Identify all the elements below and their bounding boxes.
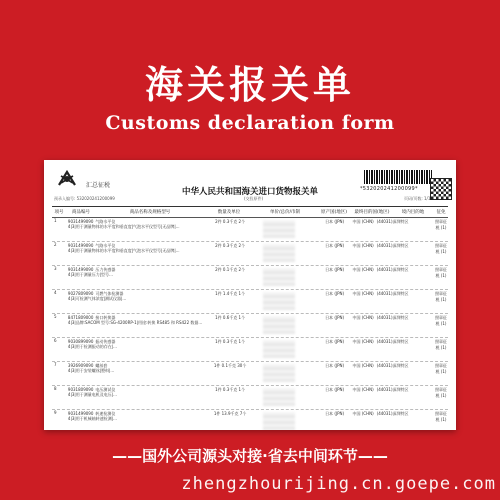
final-destination: 中国 (CHN) bbox=[352, 267, 374, 272]
cell-qty: 1件 0.3千克 1个 bbox=[215, 387, 246, 392]
goods-spec: 4|3|用于测量压力|型号... bbox=[67, 272, 113, 277]
goods-spec: 4|3|用于机械轴转速检测|... bbox=[67, 416, 117, 421]
destination-cell bbox=[352, 242, 434, 265]
cell-qty: 2件 0.1千克 2个 bbox=[215, 267, 246, 272]
footer-slogan: ——国外公司源头对接·省去中间环节—— bbox=[112, 447, 388, 465]
domestic-destination: (44031)深圳特区 bbox=[376, 363, 409, 368]
cell-origin: 日本 (JPN) bbox=[325, 363, 345, 368]
cell-duty: 照章征税 (1) bbox=[435, 339, 447, 350]
goods-name: 压力传感器 bbox=[95, 267, 116, 272]
goods-code: 9030899090 bbox=[67, 339, 94, 344]
redaction-blur bbox=[263, 268, 295, 286]
domestic-destination: (44031)深圳特区 bbox=[376, 315, 409, 320]
cell-no: 3 bbox=[54, 266, 57, 271]
table-row bbox=[52, 218, 448, 242]
table-row bbox=[52, 290, 448, 314]
goods-spec: 4|3|用于检测振动的存在|... bbox=[67, 344, 117, 349]
goods-code: 3926909090 bbox=[67, 363, 94, 368]
cell-origin: 日本 (JPN) bbox=[325, 267, 345, 272]
cell-origin: 日本 (JPN) bbox=[325, 291, 345, 296]
goods-name: 振动传感器 bbox=[95, 339, 116, 344]
cell-no: 5 bbox=[54, 314, 57, 319]
goods-spec: 4|3|用于测量物体的水平度和垂直度|气泡水平仪型号|无品牌|... bbox=[67, 224, 180, 229]
destination-cell bbox=[352, 386, 434, 409]
barcode-number: *532020241200099* bbox=[360, 186, 418, 192]
cell-no: 2 bbox=[54, 242, 57, 247]
final-destination: 中国 (CHN) bbox=[352, 243, 374, 248]
final-destination: 中国 (CHN) bbox=[352, 291, 374, 296]
col-header: 原产国(地区) bbox=[320, 210, 347, 215]
final-destination: 中国 (CHN) bbox=[352, 363, 374, 368]
col-header: 商品名称及规格型号 bbox=[129, 210, 171, 215]
price-cell-redacted bbox=[255, 410, 317, 430]
redaction-blur bbox=[263, 364, 295, 382]
col-header: 征免 bbox=[436, 210, 446, 215]
table-row bbox=[52, 314, 448, 338]
goods-name: 螺丝套 bbox=[95, 363, 108, 368]
redaction-blur bbox=[263, 340, 295, 358]
goods-code: 9031499090 bbox=[67, 243, 94, 248]
goods-description bbox=[68, 314, 205, 337]
goods-description bbox=[68, 242, 205, 265]
col-header: 数量及单位 bbox=[217, 210, 241, 215]
price-cell-redacted bbox=[255, 338, 317, 361]
price-cell-redacted bbox=[255, 386, 317, 409]
cell-duty: 照章征税 (1) bbox=[435, 291, 447, 302]
final-destination: 中国 (CHN) bbox=[352, 339, 374, 344]
domestic-destination: (44031)深圳特区 bbox=[376, 411, 409, 416]
cell-qty: 1件 1.4千克 1个 bbox=[215, 291, 246, 296]
goods-spec: 4|3|用于测量电机及电压|... bbox=[67, 392, 117, 397]
table-row bbox=[52, 410, 448, 430]
cell-no: 9 bbox=[54, 410, 57, 415]
goods-description bbox=[68, 290, 205, 313]
goods-name: 可燃气体检测器 bbox=[95, 291, 124, 296]
redaction-blur bbox=[263, 412, 295, 430]
goods-name: 气路水平仪 bbox=[95, 243, 116, 248]
goods-description bbox=[68, 218, 205, 241]
final-destination: 中国 (CHN) bbox=[352, 219, 374, 224]
col-header: 最终目的国(地区) bbox=[354, 210, 390, 215]
cell-origin: 日本 (JPN) bbox=[325, 315, 345, 320]
declaration-document bbox=[44, 160, 456, 430]
table-row bbox=[52, 362, 448, 386]
price-cell-redacted bbox=[255, 290, 317, 313]
destination-cell bbox=[352, 362, 434, 385]
cell-no: 8 bbox=[54, 386, 57, 391]
col-header: 项号 bbox=[54, 210, 64, 215]
page-title: 海关报关单 bbox=[144, 63, 355, 107]
cell-duty: 照章征税 (1) bbox=[435, 387, 447, 398]
col-header: 商品编号 bbox=[72, 210, 90, 215]
cell-duty: 照章征税 (1) bbox=[435, 243, 447, 254]
table-row bbox=[52, 266, 448, 290]
domestic-destination: (44031)深圳特区 bbox=[376, 387, 409, 392]
goods-description bbox=[68, 338, 205, 361]
cell-origin: 日本 (JPN) bbox=[325, 387, 345, 392]
cell-qty: 2件 0.3千克 2个 bbox=[215, 243, 246, 248]
cell-no: 7 bbox=[54, 362, 57, 367]
goods-name: 电压测试仪 bbox=[95, 387, 116, 392]
final-destination: 中国 (CHN) bbox=[352, 411, 374, 416]
table-row bbox=[52, 386, 448, 410]
redaction-blur bbox=[263, 292, 295, 310]
goods-name: 气路水平仪 bbox=[95, 219, 116, 224]
redaction-blur bbox=[263, 316, 295, 334]
goods-description bbox=[68, 386, 205, 409]
destination-cell bbox=[352, 218, 434, 241]
price-cell-redacted bbox=[255, 266, 317, 289]
meta-mid: (交验原件) bbox=[244, 196, 264, 201]
destination-cell bbox=[352, 290, 434, 313]
redaction-blur bbox=[263, 220, 295, 238]
goods-name: 转速检测仪 bbox=[95, 411, 116, 416]
qr-code bbox=[430, 178, 452, 200]
document-title: 中华人民共和国海关进口货物报关单 bbox=[181, 187, 318, 197]
goods-code: 8471809000 bbox=[67, 315, 94, 320]
cell-duty: 照章征税 (1) bbox=[435, 267, 447, 278]
destination-cell bbox=[352, 338, 434, 361]
redaction-blur bbox=[263, 388, 295, 406]
domestic-destination: (44031)深圳特区 bbox=[376, 291, 409, 296]
document-header bbox=[44, 160, 456, 202]
department-label: 汇总征税 bbox=[86, 182, 111, 189]
goods-description bbox=[68, 362, 205, 385]
table-body bbox=[52, 218, 448, 430]
table-header bbox=[52, 207, 448, 218]
goods-table bbox=[52, 206, 448, 430]
cell-duty: 照章征税 (1) bbox=[435, 363, 447, 374]
price-cell-redacted bbox=[255, 362, 317, 385]
cell-origin: 日本 (JPN) bbox=[325, 243, 345, 248]
cell-origin: 日本 (JPN) bbox=[325, 411, 345, 416]
price-cell-redacted bbox=[255, 314, 317, 337]
col-header: 境内目的地 bbox=[401, 210, 425, 215]
cell-qty: 1件 13.9千克 7个 bbox=[213, 411, 247, 416]
destination-cell bbox=[352, 266, 434, 289]
cell-duty: 照章征税 (1) bbox=[435, 411, 447, 422]
cell-no: 1 bbox=[54, 218, 57, 223]
table-row bbox=[52, 338, 448, 362]
cell-qty: 1件 0.3千克 1个 bbox=[215, 339, 246, 344]
watermark: zhengzhourijing.cn.goepe.com bbox=[181, 474, 496, 494]
meta-right: 页码/页数: 1/1 bbox=[404, 196, 431, 201]
domestic-destination: (44031)深圳特区 bbox=[376, 219, 409, 224]
barcode bbox=[364, 170, 432, 184]
goods-code: 9031499090 bbox=[67, 411, 94, 416]
goods-spec: 4|3|用于安装螺丝|塑料|... bbox=[67, 368, 115, 373]
goods-spec: 4|3|用于测量物体的水平度和垂直度|气泡水平仪型号|无品牌|... bbox=[67, 248, 180, 253]
domestic-destination: (44031)深圳特区 bbox=[376, 339, 409, 344]
goods-spec: 4|3|品牌:SACOM 型号:SG-4200RP-1|用途:转换 RS485 和 RS422 数据... bbox=[67, 320, 203, 325]
goods-code: 9031499090 bbox=[67, 267, 94, 272]
col-header: 单价/总价/币制 bbox=[269, 210, 301, 215]
goods-code: 9031499090 bbox=[67, 219, 94, 224]
final-destination: 中国 (CHN) bbox=[352, 315, 374, 320]
goods-description bbox=[68, 410, 205, 430]
cell-no: 4 bbox=[54, 290, 57, 295]
cell-qty: 1件 0.1千克 30个 bbox=[213, 363, 247, 368]
page-subtitle: Customs declaration form bbox=[105, 112, 395, 134]
goods-code: 9031809090 bbox=[67, 387, 94, 392]
destination-cell bbox=[352, 314, 434, 337]
goods-spec: 4|3|可检测气体浓度|测试仪器|... bbox=[67, 296, 127, 301]
domestic-destination: (44031)深圳特区 bbox=[376, 267, 409, 272]
final-destination: 中国 (CHN) bbox=[352, 387, 374, 392]
goods-description bbox=[68, 266, 205, 289]
price-cell-redacted bbox=[255, 218, 317, 241]
domestic-destination: (44031)深圳特区 bbox=[376, 243, 409, 248]
cell-no: 6 bbox=[54, 338, 57, 343]
cell-qty: 1件 0.6千克 1个 bbox=[215, 315, 246, 320]
price-cell-redacted bbox=[255, 242, 317, 265]
redaction-blur bbox=[263, 244, 295, 262]
cell-duty: 照章征税 (1) bbox=[435, 315, 447, 326]
meta-left: 预录入编号: 532020241200099 bbox=[54, 196, 115, 201]
table-row bbox=[52, 242, 448, 266]
cell-qty: 2件 0.3千克 2个 bbox=[215, 219, 246, 224]
cell-duty: 照章征税 (1) bbox=[435, 219, 447, 230]
goods-code: 9027809090 bbox=[67, 291, 94, 296]
goods-name: 接口转换器 bbox=[95, 315, 116, 320]
cell-origin: 日本 (JPN) bbox=[325, 219, 345, 224]
destination-cell bbox=[352, 410, 434, 430]
cell-origin: 日本 (JPN) bbox=[325, 339, 345, 344]
